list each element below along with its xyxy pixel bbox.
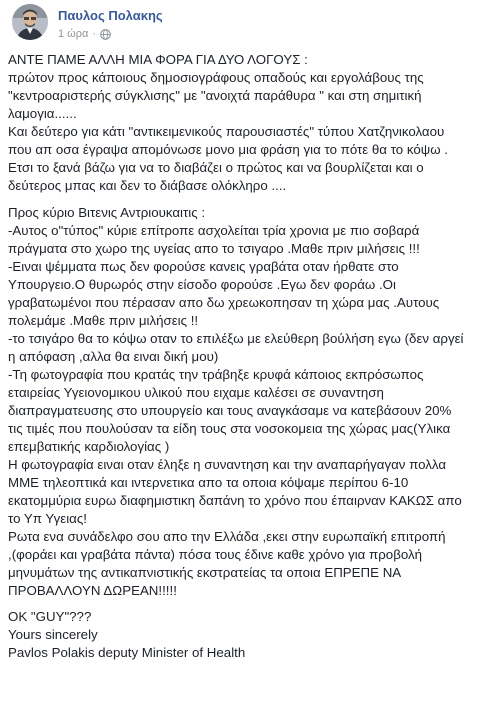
- text-line: πράγματα στο χωρο της υγείας απο το τσιγαρο .Μαθε πριν μιλήσεις !!!: [8, 241, 420, 256]
- text-line: OK "GUY"???: [8, 609, 92, 624]
- meta-separator: ·: [92, 28, 97, 40]
- text-line: εταιρείας Υγειονομικου υλικού που ειχαμε καλέσει σε συναντηση: [8, 385, 384, 400]
- text-line: -Τη φωτογραφία που κρατάς την τράβηξε κρυφά κάποιος εκπρόσωπος: [8, 367, 424, 382]
- text-line: -το τσιγάρο θα το κόψω οταν το επιλέξω με ελεύθερη βούλήση εγω (δεν αργεί: [8, 331, 464, 346]
- post-timestamp[interactable]: 1 ώρα: [58, 28, 89, 40]
- text-line: -Ειναι ψέμματα πως δεν φορούσε κανεις γραβάτα οταν ήρθατε στο: [8, 259, 399, 274]
- text-line: μηνυμάτων της αντικαπνιστικής εκστρατείας τα οποια ΕΠΡΕΠΕ ΝΑ: [8, 565, 402, 580]
- text-line: Pavlos Polakis deputy Minister of Health: [8, 645, 246, 660]
- text-line: Ετσι το ξανά βάζω για να το διαβάζει ο πρώτος και να βουρλίζεται και ο: [8, 160, 424, 175]
- text-line: επεμβατικής καρδιολογίας ): [8, 439, 170, 454]
- text-line: ,(φοράει και γραβάτα πάντα) πόσα τους έδινε καθε χρόνο για προβολή: [8, 547, 423, 562]
- text-line: "κεντροαριστερής σύγκλισης" με "ανοιχτά παράθυρα " και στη σημιτική: [8, 88, 422, 103]
- text-line: το Υπ Υγειας!: [8, 511, 87, 526]
- text-line: Προς κύριο Βιτενις Αντριουκαιτις :: [8, 205, 206, 220]
- text-line: ΑΝΤΕ ΠΑΜΕ ΑΛΛΗ ΜΙΑ ΦΟΡΑ ΓΙΑ ΔΥΟ ΛΟΓΟΥΣ :: [8, 52, 308, 67]
- text-line: πρώτον προς κάποιους δημοσιογράφους οπαδούς και εργολάβους της: [8, 70, 424, 85]
- text-line: ΜΜΕ τηλεοπτικά και ιντερνετικα απο τα οποια κόψαμε περίπου 6-10: [8, 475, 409, 490]
- text-line: Υπουργειο.Ο θυρωρός στην είσοδο φορούσε .Εγω δεν φοράω .Οι: [8, 277, 396, 292]
- profile-photo: [12, 4, 48, 40]
- post-body: [8, 51, 490, 662]
- paragraph-gap: [8, 195, 490, 204]
- text-line: πολεμάμε .Μαθε πριν μιλήσεις !!: [8, 313, 199, 328]
- author-name[interactable]: Παυλος Πολακης: [58, 8, 163, 23]
- text-line: τις τιμές που πουλούσαν τα είδη τους στα νοσοκομεια της χώρας μας(Υλικα: [8, 421, 451, 436]
- text-line: Ρωτα ενα συνάδελφο σου απο την Ελλάδα ,εκει στην ευρωπαϊκή επιτροπή: [8, 529, 446, 544]
- text-line: Η φωτογραφία ειναι οταν έληξε η συναντηση και την αναπαρήγαγαν πολλα: [8, 457, 447, 472]
- text-line: εκατομμύρια ευρω διαφημιστικη δαπάνη το χρόνο που έπαιρναν ΚΑΚΩΣ απο: [8, 493, 462, 508]
- text-line: που απ οσα έγραψα απομόνωσε μονο μια φράση για το πότε θα το κόψω .: [8, 142, 448, 157]
- post-meta: [58, 28, 111, 40]
- avatar[interactable]: [12, 4, 48, 40]
- text-line: ΠΡΟΒΑΛΛΟΥΝ ΔΩΡΕΑΝ!!!!!: [8, 583, 177, 598]
- text-line: -Αυτος ο"τύπος" κύριε επίτροπε ασχολείται τρία χρονια με πιο σοβαρά: [8, 223, 420, 238]
- text-line: Yours sincerely: [8, 627, 98, 642]
- text-line: διαπραγματευσης στο υπουργείο και τους αναγκάσαμε να κατεβάσουν 20%: [8, 403, 452, 418]
- text-line: η απόφαση ,αλλα θα ειναι δική μου): [8, 349, 219, 364]
- paragraph-gap: [8, 600, 490, 608]
- text-line: λαμογια......: [8, 106, 77, 121]
- text-line: Και δεύτερο για κάτι "αντικειμενικούς παρουσιαστές" τύπου Χατζηνικολαου: [8, 124, 445, 139]
- globe-icon[interactable]: [100, 29, 111, 40]
- text-line: δεύτερος μπας και δεν το διάβασε ολόκληρο ....: [8, 178, 287, 193]
- post-header: [6, 0, 486, 50]
- text-line: γραβατωμένοι που πέρασαν απο δω χρεωκοπησαν τη χώρα μας .Αυτους: [8, 295, 440, 310]
